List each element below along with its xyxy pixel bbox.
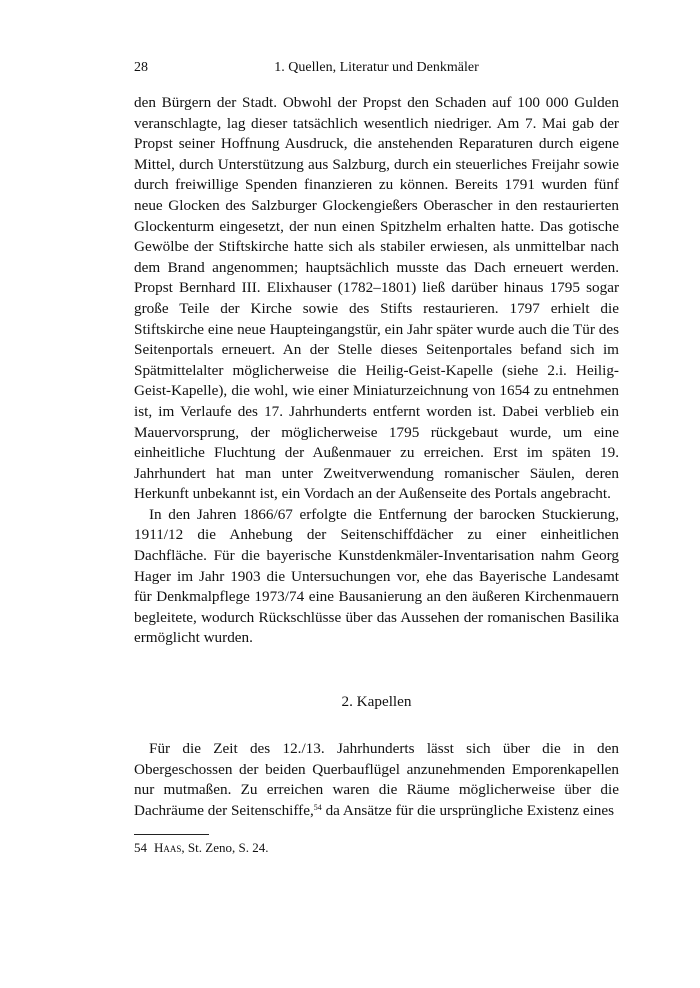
running-title: 1. Quellen, Literatur und Denkmäler xyxy=(274,60,479,75)
section-heading: 2. Kapellen xyxy=(341,693,412,711)
paragraph-3-text: Für die Zeit des 12./13. Jahrhunderts lässt sich über die in den Obergeschossen der beiden Querbauflügel anzunehmenden Emporenkapellen nur mutmaßen. Zu erreichen waren die Räume möglicherweise über die Dachräume der Seitenschiffe, xyxy=(134,740,619,819)
body-text xyxy=(134,93,619,821)
footnote-author: Haas xyxy=(154,840,182,855)
paragraph-1: den Bürgern der Stadt. Obwohl der Propst den Schaden auf 100 000 Gulden veranschlagte, lag dieser tatsächlich wesentlich niedriger. Am 7. Mai gab der Propst seiner Hoffnung Ausdruck, die anstehenden Reparaturen durch eigene Mittel, durch Unterstützung aus Salzburg, durch ein steuerliches Freijahr sowie durch freiwillige Spenden finanzieren zu können. Bereits 1791 wurden fünf neue Glocken des Salzburger Glockengießers Oberascher in den restaurierten Glockenturm eingesetzt, der nun einen Spitzhelm erhalten hatte. Das gotische Gewölbe der Stiftskirche hatte sich als stabiler erwiesen, als unmittelbar nach dem Brand angenommen; hauptsächlich musste das Dach erneuert werden. Propst Bernhard III. Elixhauser (1782–1801) ließ darüber hinaus 1795 sogar große Teile der Kirche sowie des Stifts restaurieren. 1797 erhielt die Stiftskirche eine neue Haupteingangstür, ein Jahr später wurde auch die Tür des Seitenportals erneuert. An der Stelle dieses Seitenportales befand sich im Spätmittelalter möglicherweise die Heilig-Geist-Kapelle (siehe 2.i. Heilig-Geist-Kapelle), die wohl, wie einer Miniaturzeichnung von 1654 zu entnehmen ist, im Verlaufe des 17. Jahrhunderts entfernt worden ist. Dabei verblieb ein Mauervorsprung, der möglicherweise 1795 rückgebaut wurde, um eine einheitliche Fluchtung der Außenmauer zu erreichen. Erst im späten 19. Jahrhundert hat man unter Zweitverwendung romanischer Säulen, deren Herkunft unbekannt ist, ein Vordach an der Außenseite des Portals angebracht. xyxy=(134,94,619,503)
footnote-text: , St. Zeno, S. 24. xyxy=(181,840,269,855)
footnote-divider xyxy=(134,834,209,835)
footnote-reference: 54 xyxy=(313,802,322,812)
footnote-number: 54 xyxy=(134,840,147,855)
book-page xyxy=(134,60,619,821)
running-head xyxy=(134,60,619,80)
footnote xyxy=(134,840,268,856)
page-number: 28 xyxy=(134,60,148,75)
paragraph-3-continuation: da Ansätze für die ursprüngliche Existenz eines xyxy=(321,801,615,819)
paragraph-2: In den Jahren 1866/67 erfolgte die Entfernung der barocken Stuckierung, 1911/12 die Anhebung der Seitenschiffdächer zu einer einheitlichen Dachfläche. Für die bayerische Kunstdenkmäler-Inventarisation nahm Georg Hager im Jahr 1903 die Untersuchungen vor, ehe das Bayerische Landesamt für Denkmalpflege 1973/74 eine Bausanierung an den äußeren Kirchenmauern begleitete, wodurch Rückschlüsse über das Aussehen der romanischen Basilika ermöglicht wurden. xyxy=(134,505,619,647)
paragraph-3 xyxy=(134,739,619,821)
